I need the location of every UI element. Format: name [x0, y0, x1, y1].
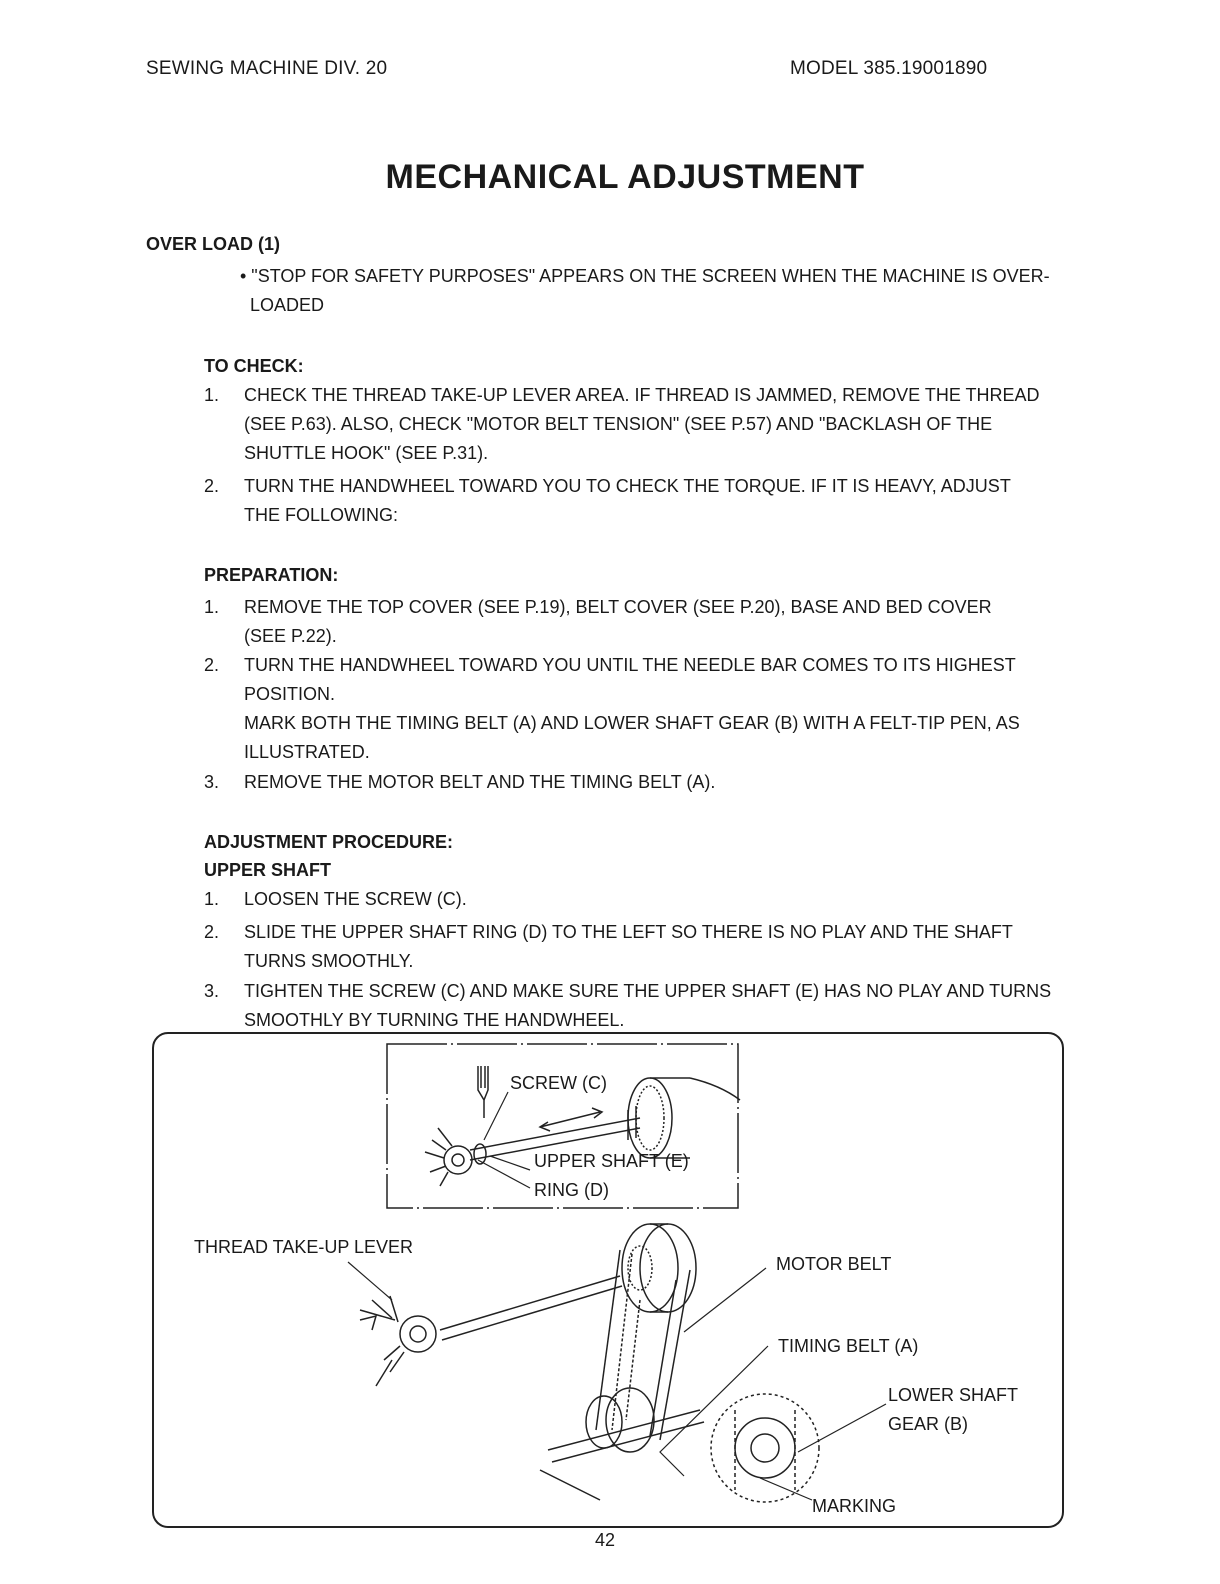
list-line: CHECK THE THREAD TAKE-UP LEVER AREA. IF THREAD IS JAMMED, REMOVE THE THREAD — [244, 385, 1040, 405]
lower-shaft-icon — [540, 1388, 704, 1500]
label-ring: RING (D) — [534, 1180, 609, 1200]
prep-num-1: 1. — [204, 597, 220, 617]
label-motor-belt: MOTOR BELT — [776, 1254, 892, 1274]
inset-takeup-icon — [425, 1128, 486, 1186]
overload-bullet: • "STOP FOR SAFETY PURPOSES" APPEARS ON THE SCREEN WHEN THE MACHINE IS OVER- — [240, 266, 1050, 286]
list-line: TIGHTEN THE SCREW (C) AND MAKE SURE THE UPPER SHAFT (E) HAS NO PLAY AND TURNS — [244, 981, 1052, 1001]
list-line: TURNS SMOOTHLY. — [244, 951, 414, 971]
label-timing-belt: TIMING BELT (A) — [778, 1336, 919, 1356]
label-lower-shaft-gear-2: GEAR (B) — [888, 1414, 969, 1434]
to-check-heading: TO CHECK: — [204, 356, 304, 376]
list-line: (SEE P.63). ALSO, CHECK "MOTOR BELT TENSION" (SEE P.57) AND "BACKLASH OF THE — [244, 414, 993, 434]
prep-num-3: 3. — [204, 772, 220, 792]
label-take-up-lever: THREAD TAKE-UP LEVER — [194, 1237, 414, 1257]
header-right: MODEL 385.19001890 — [790, 58, 988, 79]
adjustment-heading: ADJUSTMENT PROCEDURE: — [204, 832, 454, 852]
header-left: SEWING MACHINE DIV. 20 — [146, 58, 388, 79]
list-line: LOOSEN THE SCREW (C). — [244, 889, 467, 909]
upper-shaft-icon — [440, 1276, 622, 1340]
overload-bullet-cont: LOADED — [250, 295, 325, 315]
to-check-num-1: 1. — [204, 385, 220, 405]
takeup-lever-icon — [360, 1296, 436, 1386]
list-line: TURN THE HANDWHEEL TOWARD YOU UNTIL THE NEEDLE BAR COMES TO ITS HIGHEST — [244, 655, 1016, 675]
label-lower-shaft-gear-1: LOWER SHAFT — [888, 1385, 1019, 1405]
list-line: (SEE P.22). — [244, 626, 337, 646]
gear-detail-icon — [711, 1394, 819, 1502]
overload-heading: OVER LOAD (1) — [146, 234, 281, 254]
page-title: MECHANICAL ADJUSTMENT — [385, 158, 865, 196]
list-line: MARK BOTH THE TIMING BELT (A) AND LOWER SHAFT GEAR (B) WITH A FELT-TIP PEN, AS — [244, 713, 1020, 733]
adj-num-1: 1. — [204, 889, 220, 909]
list-line: REMOVE THE TOP COVER (SEE P.19), BELT COVER (SEE P.20), BASE AND BED COVER — [244, 597, 992, 617]
label-screw: SCREW (C) — [510, 1073, 607, 1093]
list-line: POSITION. — [244, 684, 336, 704]
list-line: SLIDE THE UPPER SHAFT RING (D) TO THE LEFT SO THERE IS NO PLAY AND THE SHAFT — [244, 922, 1013, 942]
adjustment-subheading: UPPER SHAFT — [204, 860, 332, 880]
to-check-num-2: 2. — [204, 476, 220, 496]
list-line: REMOVE THE MOTOR BELT AND THE TIMING BELT (A). — [244, 772, 716, 792]
label-marking: MARKING — [812, 1496, 897, 1516]
list-line: SHUTTLE HOOK" (SEE P.31). — [244, 443, 489, 463]
list-line: TURN THE HANDWHEEL TOWARD YOU TO CHECK THE TORQUE. IF IT IS HEAVY, ADJUST — [244, 476, 1011, 496]
adj-num-2: 2. — [204, 922, 220, 942]
preparation-heading: PREPARATION: — [204, 565, 339, 585]
adj-num-3: 3. — [204, 981, 220, 1001]
label-upper-shaft: UPPER SHAFT (E) — [534, 1151, 689, 1171]
prep-num-2: 2. — [204, 655, 220, 675]
list-line: ILLUSTRATED. — [244, 742, 370, 762]
list-line: THE FOLLOWING: — [244, 505, 399, 525]
screwdriver-icon — [478, 1066, 488, 1118]
list-line: SMOOTHLY BY TURNING THE HANDWHEEL. — [244, 1010, 625, 1030]
page-number: 42 — [595, 1530, 616, 1550]
